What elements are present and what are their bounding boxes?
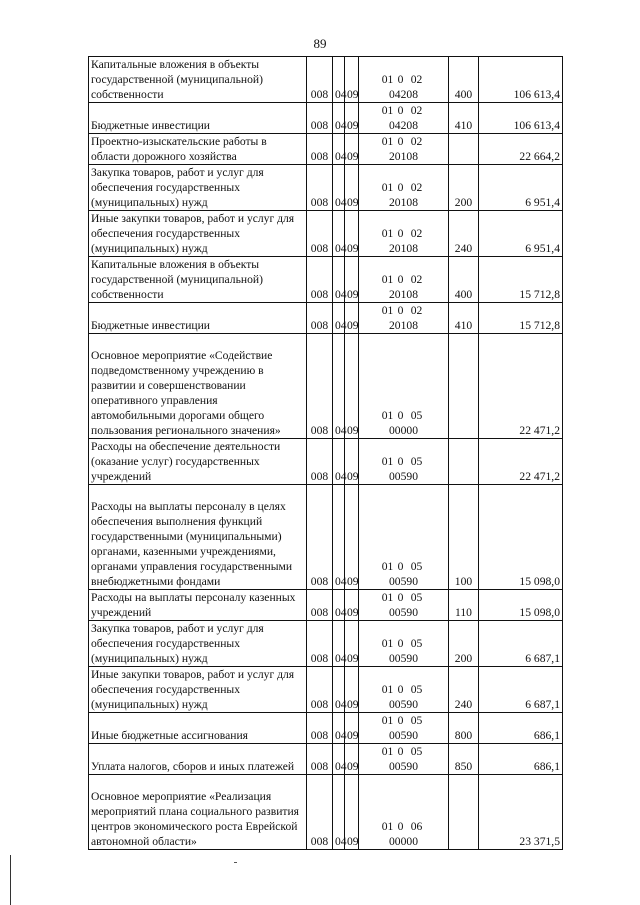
admin-code-cell: 008 — [307, 713, 333, 744]
expense-name-cell: Основное мероприятие «Реализация мероприятий плана социального развития центров экономического роста Еврейской автономной области» — [89, 775, 307, 850]
table-row — [89, 57, 563, 103]
table-row — [89, 439, 563, 485]
expense-type-cell: 800 — [449, 713, 479, 744]
target-article-cell — [359, 667, 449, 713]
expense-type-cell: 200 — [449, 621, 479, 667]
subsection-code-cell: 09 — [345, 134, 359, 165]
table-row — [89, 775, 563, 850]
target-article-part: 04208 — [389, 88, 418, 101]
target-article-part: 20108 — [389, 319, 418, 332]
expense-type-cell: 200 — [449, 165, 479, 211]
expense-name-cell: Иные бюджетные ассигнования — [89, 713, 307, 744]
admin-code-cell: 008 — [307, 334, 333, 439]
admin-code-cell: 008 — [307, 303, 333, 334]
target-article-part: 0 — [397, 273, 404, 286]
target-article-part: 02 — [410, 227, 423, 240]
admin-code-cell: 008 — [307, 439, 333, 485]
admin-code-cell: 008 — [307, 485, 333, 590]
expense-name-cell: Капитальные вложения в объекты государственной (муниципальной) собственности — [89, 257, 307, 303]
subsection-code-cell: 09 — [345, 257, 359, 303]
target-article-part: 0 — [397, 104, 404, 117]
section-code-cell: 04 — [333, 211, 345, 257]
expense-type-cell — [449, 439, 479, 485]
table-row — [89, 590, 563, 621]
expense-name-cell: Уплата налогов, сборов и иных платежей — [89, 744, 307, 775]
amount-cell: 6 687,1 — [479, 621, 563, 667]
target-article-part: 0 — [397, 304, 404, 317]
section-code-cell: 04 — [333, 439, 345, 485]
target-article-part: 01 — [381, 181, 394, 194]
table-row — [89, 165, 563, 211]
admin-code-cell: 008 — [307, 103, 333, 134]
expense-name-cell: Бюджетные инвестиции — [89, 303, 307, 334]
target-article-part: 00590 — [389, 760, 418, 773]
table-row — [89, 667, 563, 713]
table-row — [89, 103, 563, 134]
target-article-part: 01 — [381, 820, 394, 833]
target-article-part: 0 — [397, 227, 404, 240]
target-article-part: 01 — [381, 683, 394, 696]
target-article-part: 05 — [410, 560, 423, 573]
target-article-cell — [359, 103, 449, 134]
subsection-code-cell: 09 — [345, 103, 359, 134]
subsection-code-cell: 09 — [345, 485, 359, 590]
target-article-part: 02 — [410, 304, 423, 317]
expense-name-cell: Закупка товаров, работ и услуг для обеспечения государственных (муниципальных) нужд — [89, 165, 307, 211]
admin-code-cell: 008 — [307, 211, 333, 257]
target-article-part: 01 — [381, 560, 394, 573]
subsection-code-cell: 09 — [345, 744, 359, 775]
section-code-cell: 04 — [333, 103, 345, 134]
scan-speck — [234, 862, 237, 863]
expense-name-cell: Расходы на выплаты персоналу казенных учреждений — [89, 590, 307, 621]
target-article-part: 02 — [410, 135, 423, 148]
table-row — [89, 211, 563, 257]
amount-cell: 106 613,4 — [479, 103, 563, 134]
section-code-cell: 04 — [333, 165, 345, 211]
target-article-part: 0 — [397, 637, 404, 650]
target-article-part: 00590 — [389, 698, 418, 711]
subsection-code-cell: 09 — [345, 621, 359, 667]
subsection-code-cell: 09 — [345, 667, 359, 713]
target-article-part: 0 — [397, 455, 404, 468]
section-code-cell: 04 — [333, 57, 345, 103]
amount-cell: 22 471,2 — [479, 439, 563, 485]
target-article-part: 01 — [381, 73, 394, 86]
target-article-part: 20108 — [389, 242, 418, 255]
expense-type-cell: 850 — [449, 744, 479, 775]
expense-name-cell: Проектно-изыскательские работы в области дорожного хозяйства — [89, 134, 307, 165]
section-code-cell: 04 — [333, 713, 345, 744]
subsection-code-cell: 09 — [345, 590, 359, 621]
expense-type-cell: 400 — [449, 257, 479, 303]
target-article-part: 02 — [410, 104, 423, 117]
target-article-part: 01 — [381, 714, 394, 727]
target-article-cell — [359, 303, 449, 334]
subsection-code-cell: 09 — [345, 165, 359, 211]
target-article-part: 01 — [381, 104, 394, 117]
admin-code-cell: 008 — [307, 775, 333, 850]
target-article-cell — [359, 621, 449, 667]
expense-type-cell: 110 — [449, 590, 479, 621]
target-article-cell — [359, 775, 449, 850]
amount-cell: 686,1 — [479, 744, 563, 775]
expense-type-cell — [449, 775, 479, 850]
table-row — [89, 713, 563, 744]
table-row — [89, 621, 563, 667]
target-article-part: 01 — [381, 637, 394, 650]
admin-code-cell: 008 — [307, 590, 333, 621]
target-article-cell — [359, 257, 449, 303]
budget-table — [88, 56, 563, 850]
target-article-cell — [359, 165, 449, 211]
section-code-cell: 04 — [333, 621, 345, 667]
target-article-cell — [359, 334, 449, 439]
target-article-part: 02 — [410, 73, 423, 86]
subsection-code-cell: 09 — [345, 439, 359, 485]
target-article-part: 01 — [381, 591, 394, 604]
target-article-part: 05 — [410, 591, 423, 604]
target-article-part: 0 — [397, 409, 404, 422]
amount-cell: 6 687,1 — [479, 667, 563, 713]
target-article-cell — [359, 439, 449, 485]
expense-type-cell: 100 — [449, 485, 479, 590]
section-code-cell: 04 — [333, 303, 345, 334]
admin-code-cell: 008 — [307, 134, 333, 165]
target-article-part: 0 — [397, 591, 404, 604]
target-article-part: 0 — [397, 745, 404, 758]
table-row — [89, 334, 563, 439]
table-row — [89, 485, 563, 590]
admin-code-cell: 008 — [307, 165, 333, 211]
expense-type-cell: 410 — [449, 103, 479, 134]
subsection-code-cell: 09 — [345, 775, 359, 850]
target-article-part: 04208 — [389, 119, 418, 132]
target-article-part: 02 — [410, 273, 423, 286]
target-article-part: 00000 — [389, 835, 418, 848]
target-article-part: 05 — [410, 637, 423, 650]
target-article-part: 0 — [397, 714, 404, 727]
expense-type-cell: 240 — [449, 211, 479, 257]
section-code-cell: 04 — [333, 744, 345, 775]
amount-cell: 15 098,0 — [479, 590, 563, 621]
target-article-cell — [359, 57, 449, 103]
amount-cell: 686,1 — [479, 713, 563, 744]
target-article-part: 0 — [397, 820, 404, 833]
subsection-code-cell: 09 — [345, 57, 359, 103]
expense-name-cell: Иные закупки товаров, работ и услуг для обеспечения государственных (муниципальных) нужд — [89, 667, 307, 713]
amount-cell: 106 613,4 — [479, 57, 563, 103]
subsection-code-cell: 09 — [345, 211, 359, 257]
section-code-cell: 04 — [333, 134, 345, 165]
target-article-part: 0 — [397, 181, 404, 194]
subsection-code-cell: 09 — [345, 713, 359, 744]
target-article-part: 00590 — [389, 652, 418, 665]
table-row — [89, 257, 563, 303]
section-code-cell: 04 — [333, 667, 345, 713]
table-row — [89, 744, 563, 775]
expense-name-cell: Капитальные вложения в объекты государственной (муниципальной) собственности — [89, 57, 307, 103]
target-article-cell — [359, 713, 449, 744]
target-article-cell — [359, 211, 449, 257]
budget-table-body — [89, 57, 563, 850]
amount-cell: 15 712,8 — [479, 303, 563, 334]
target-article-part: 01 — [381, 135, 394, 148]
admin-code-cell: 008 — [307, 57, 333, 103]
expense-name-cell: Бюджетные инвестиции — [89, 103, 307, 134]
target-article-part: 00590 — [389, 575, 418, 588]
expense-name-cell: Расходы на выплаты персоналу в целях обеспечения выполнения функций государственными (муниципальными) органами, казенными учреждениями, органами управления государственными внебюджетными фондами — [89, 485, 307, 590]
target-article-part: 0 — [397, 135, 404, 148]
expense-type-cell — [449, 134, 479, 165]
target-article-part: 20108 — [389, 150, 418, 163]
target-article-part: 01 — [381, 273, 394, 286]
admin-code-cell: 008 — [307, 257, 333, 303]
target-article-part: 05 — [410, 409, 423, 422]
admin-code-cell: 008 — [307, 667, 333, 713]
amount-cell: 15 098,0 — [479, 485, 563, 590]
table-row — [89, 303, 563, 334]
target-article-part: 05 — [410, 683, 423, 696]
target-article-part: 00590 — [389, 470, 418, 483]
binding-margin-line — [10, 855, 11, 905]
target-article-part: 02 — [410, 181, 423, 194]
target-article-part: 06 — [410, 820, 423, 833]
expense-type-cell: 240 — [449, 667, 479, 713]
target-article-cell — [359, 485, 449, 590]
target-article-part: 0 — [397, 683, 404, 696]
amount-cell: 6 951,4 — [479, 165, 563, 211]
page-number: 89 — [313, 36, 327, 51]
target-article-part: 01 — [381, 304, 394, 317]
target-article-part: 0 — [397, 560, 404, 573]
expense-type-cell — [449, 334, 479, 439]
amount-cell: 6 951,4 — [479, 211, 563, 257]
amount-cell: 23 371,5 — [479, 775, 563, 850]
target-article-part: 20108 — [389, 196, 418, 209]
target-article-cell — [359, 590, 449, 621]
section-code-cell: 04 — [333, 590, 345, 621]
target-article-part: 05 — [410, 455, 423, 468]
subsection-code-cell: 09 — [345, 303, 359, 334]
admin-code-cell: 008 — [307, 744, 333, 775]
expense-name-cell: Иные закупки товаров, работ и услуг для обеспечения государственных (муниципальных) нужд — [89, 211, 307, 257]
target-article-part: 00590 — [389, 606, 418, 619]
section-code-cell: 04 — [333, 485, 345, 590]
target-article-part: 0 — [397, 73, 404, 86]
admin-code-cell: 008 — [307, 621, 333, 667]
target-article-part: 05 — [410, 714, 423, 727]
expense-name-cell: Основное мероприятие «Содействие подведомственному учреждению в развитии и совершенствовании оперативного управления автомобильными дорогами общего пользования регионального значения» — [89, 334, 307, 439]
subsection-code-cell: 09 — [345, 334, 359, 439]
amount-cell: 22 471,2 — [479, 334, 563, 439]
section-code-cell: 04 — [333, 334, 345, 439]
table-row — [89, 134, 563, 165]
target-article-part: 20108 — [389, 288, 418, 301]
expense-type-cell: 410 — [449, 303, 479, 334]
amount-cell: 15 712,8 — [479, 257, 563, 303]
expense-type-cell: 400 — [449, 57, 479, 103]
target-article-part: 01 — [381, 745, 394, 758]
expense-name-cell: Закупка товаров, работ и услуг для обеспечения государственных (муниципальных) нужд — [89, 621, 307, 667]
target-article-part: 05 — [410, 745, 423, 758]
expense-name-cell: Расходы на обеспечение деятельности (оказание услуг) государственных учреждений — [89, 439, 307, 485]
section-code-cell: 04 — [333, 257, 345, 303]
target-article-part: 00000 — [389, 424, 418, 437]
target-article-part: 01 — [381, 409, 394, 422]
target-article-part: 01 — [381, 455, 394, 468]
target-article-part: 00590 — [389, 729, 418, 742]
amount-cell: 22 664,2 — [479, 134, 563, 165]
target-article-part: 01 — [381, 227, 394, 240]
target-article-cell — [359, 134, 449, 165]
section-code-cell: 04 — [333, 775, 345, 850]
target-article-cell — [359, 744, 449, 775]
